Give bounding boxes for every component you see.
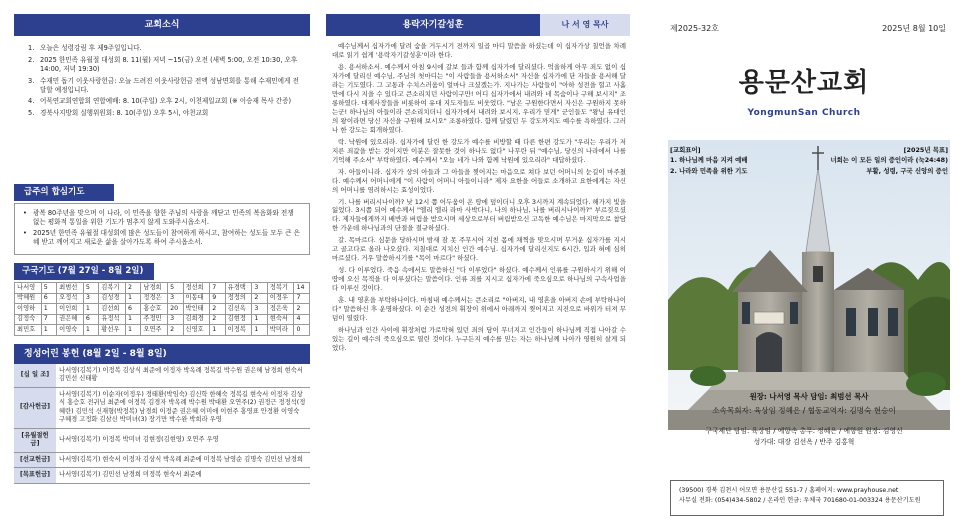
address-line: (39500) 경북 김천시 어모면 용문산길 551-7 / 홈페이지: www.prayhouse.net bbox=[679, 487, 899, 494]
district-leader-name: 김선희 bbox=[99, 304, 126, 315]
offering-row: [선교헌금] 나서영(김복기) 현숙서 이정자 김상식 박옥례 최준에 미정복 남영순 김명숙 김민선 남경희 bbox=[14, 452, 310, 468]
district-row bbox=[15, 325, 310, 336]
motto-right-title: [2025년 목표] bbox=[903, 146, 948, 154]
district-leader-name: 이정우 bbox=[267, 293, 294, 304]
district-leader-name: 박혜원 bbox=[15, 293, 42, 304]
district-count: 5 bbox=[41, 283, 56, 294]
district-count: 1 bbox=[83, 304, 98, 315]
sermon-paragraph: 하나님과 인간 사이에 휘장처럼 가로막혀 있던 죄의 담이 무너지고 인간들이 하나님께 직접 나아갈 수 있는 길이 예수의 죽으심으로 열린 것이다. 누구든지 예수를 믿는 자는 하나님께 나아가 영원히 살게 되었다. bbox=[332, 326, 626, 353]
district-count: 3 bbox=[252, 304, 267, 315]
district-leader-name: 박인태 bbox=[183, 304, 210, 315]
district-row bbox=[15, 283, 310, 294]
district-count: 14 bbox=[294, 283, 310, 294]
district-leader-name: 현숙서 bbox=[267, 314, 294, 325]
district-count: 5 bbox=[83, 283, 98, 294]
district-row bbox=[15, 304, 310, 315]
district-count: 1 bbox=[41, 325, 56, 336]
news-item: 2. 2025 한민족 유월절 대성회 8. 11(월) 저녁 ~15(금) 오전 (새벽 5:00, 오전 10:30, 오후 14:00, 저녁 19:30) bbox=[28, 55, 298, 73]
sermon-paragraph: 기. 나를 버리시나이까? 낮 12시 쯤 어두움이 온 땅에 덮이더니 오후 3시까지 계속되었다. 해가지 빛을 잃었다. 3시쯤 되어 예수께서 "엘리 엘리 라마 사박다니, 나의 하나님, 나를 버리시나이까?" 부르짖으셨다. 제자들에게까지 배반과 버림을 받으시며 세상으로부터 버림받으신 고독한 예수님은 마지막으로 참담한 가운데 하나님과의 단절을 절규하셨다. bbox=[332, 197, 626, 233]
offering-row: [십 일 조] 나서영(김복기) 이정복 김상식 최준에 이정자 박옥례 정복길 박수원 권은혜 남경희 현숙서 김민선 신태황 bbox=[14, 364, 310, 388]
district-count: 2 bbox=[294, 304, 310, 315]
news-item: 3. 수재민 돕기 이웃사랑헌금: 오늘 드려진 이웃사랑헌금 전액 성남면회를 통해 수재민에게 전달할 예정입니다. bbox=[28, 76, 299, 94]
phone-line: 사무실 전화: (054)434-5802 / 온라인 헌금: 우체국 701680-01-003324 용문산기도원 bbox=[679, 496, 921, 504]
district-leader-name: 홍승호 bbox=[141, 304, 168, 315]
district-count: 3 bbox=[83, 293, 98, 304]
sermon-paragraph: 성. 다 이루었다. 죽음 속에서도 말씀하신 "다 이루었다" 하셨다. 예수께서 인류를 구원하시기 위해 이땅에 오신 목적을 다 이루셨다는 말씀이다. 인류 죄를 지시고 십자가에 죽으심으로 하나님의 구속사업을 다 이루신 것이다. bbox=[332, 266, 626, 293]
urgent-prayer-title: 급주의 합심기도 bbox=[14, 184, 114, 201]
district-leader-name: 이정복 bbox=[225, 325, 252, 336]
district-leader-name: 박미라 bbox=[267, 325, 294, 336]
district-leader-name: 최민호 bbox=[15, 325, 42, 336]
sermon-paragraph: 갈. 목마르다. 심문을 당하시며 밤새 잠 못 주무시어 지친 몸에 채찍을 맞으시며 무거운 십자가를 지시고 골고다로 올라 나오셨다. 지칠대로 지치신 인간 예수님. 십자가에 달리신지도 6시간, 입과 혀에 심히 마르셨다. 거우 말씀하시기를 "목이 마르다" 하셨다. bbox=[332, 236, 626, 263]
district-count: 6 bbox=[41, 293, 56, 304]
district-count: 7 bbox=[210, 283, 225, 294]
urgent-prayer-box bbox=[14, 203, 310, 255]
district-leader-name: 유경택 bbox=[225, 283, 252, 294]
district-leader-name: 이동대 bbox=[183, 293, 210, 304]
district-count: 3 bbox=[168, 314, 183, 325]
district-table bbox=[14, 282, 310, 336]
district-count: 1 bbox=[252, 325, 267, 336]
church-english-name: YongmunSan Church bbox=[747, 108, 861, 118]
district-count: 1 bbox=[125, 314, 140, 325]
district-leader-name: 김선옥 bbox=[225, 304, 252, 315]
district-leader-name: 정선희 bbox=[183, 283, 210, 294]
district-leader-name: 정복기 bbox=[267, 283, 294, 294]
offering-row: [목표헌금] 나서영(김복기) 김민선 남경희 미정복 현숙서 최준에 bbox=[14, 468, 310, 484]
sermon-header bbox=[326, 14, 630, 36]
district-leader-name: 주정민 bbox=[141, 314, 168, 325]
prayer-item: • 2025년 한민족 유월절 대성회에 많은 성도들이 참여하게 하시고, 참여하는 성도들 모두 큰 은혜 받고 깨어지고 새로운 삶을 살아가도록 하여 주시옵소서. bbox=[23, 228, 300, 246]
district-count: 4 bbox=[294, 314, 310, 325]
district-leader-name: 정경은 bbox=[141, 293, 168, 304]
sermon-paragraph: 예수님께서 십자가에 달려 숨을 거두시기 전까지 일곱 마디 말씀을 하셨는데 이 십자가상 칠언을 차례대로 읽기 쉽게 '용락자기갈성훈'이라 한다. bbox=[332, 42, 626, 59]
sermon-paragraph: 용. 용서하소서. 예수께서 아침 9시에 갈보 들과 함께 십자가에 달리셨다. 억울하게 아무 죄도 없이 십자가에 달리신 예수님, 주님의 첫마디는 "이 사람들을 용서하소서" 자신을 십자가에 단 자들을 용서해 달라는 기도였다. 그 고통과 수치스러움이 얼마나 크셨겠는가. 지나가는 사람들이 "아하 성전을 헐고 사흘 만에 다시 지을 수 있다고 큰소리치던 사람이구만! 어디 십자가에서 내려와 네 목숨이나 구해 보시지" 조롱하였다. 대제사장들을 비롯하여 유대 지도자들도 비웃었다. "남은 구원한다면서 자신은 구원하지 못하는군! 하나님의 아들이라 큰소리치더니 십자가에서 내려와 보시지, 우리가 믿게" 군인들도 "왕님 유대인의 왕이라면 당신 자신을 구원해 보시오" 조롱하였다. 함께 달렸던 두 강도까지도 예수를 욕하였다. 그러나 한 강도는 회개하였다. bbox=[332, 62, 626, 134]
district-count: 20 bbox=[168, 304, 183, 315]
sermon-body bbox=[326, 36, 630, 522]
district-count: 0 bbox=[294, 325, 310, 336]
district-count: 7 bbox=[294, 293, 310, 304]
offering-title: 정성어린 봉헌 (8월 2일 - 8월 8일) bbox=[14, 344, 310, 364]
district-leader-name: 김복기 bbox=[99, 283, 126, 294]
offering-row: [유월절헌금] 나서영(김복기) 이정복 박미녀 김현정(김현영) 오연주 우영 bbox=[14, 428, 310, 452]
district-count: 2 bbox=[168, 325, 183, 336]
district-leader-name: 권은혜 bbox=[57, 314, 84, 325]
district-leader-name: 신영호 bbox=[183, 325, 210, 336]
credits-line: 소속목회자: 육상임 정혜은 / 협동교역자: 김명숙 현승이 bbox=[712, 406, 896, 415]
sermon-paragraph: 자. 아들이니라. 십자가 상의 아들과 그 아들을 찢어지는 마음으로 쳐다 보던 어머니의 눈길이 마주쳤다. 예수께서 어머니에게 "이 사람이 어머니 아들이니라" 제자 요한을 어들로 소개하고 요한에게는 자신의 어머니를 염려하시는 효성이었다. bbox=[332, 167, 626, 194]
district-row bbox=[15, 293, 310, 304]
district-count: 6 bbox=[83, 314, 98, 325]
sermon-panel bbox=[326, 14, 630, 522]
issue-number: 제2025-32호 bbox=[670, 24, 719, 33]
motto-left-line-2: 2. 나라와 민족을 위한 기도 bbox=[670, 167, 748, 175]
district-count: 2 bbox=[125, 283, 140, 294]
district-count: 1 bbox=[83, 325, 98, 336]
district-leader-name: 김성경 bbox=[99, 293, 126, 304]
church-name: 용문산교회 bbox=[738, 68, 870, 98]
news-item: 4. 어묵연교회연합회 연합예배: 8. 10(주일) 오후 2시, 이천제일교회 (※ 이승재 목사 간증) bbox=[28, 97, 292, 106]
sermon-author: 나 서 영 목사 bbox=[540, 14, 630, 36]
district-count: 1 bbox=[125, 325, 140, 336]
district-leader-name: 나서영 bbox=[15, 283, 42, 294]
district-leader-name: 이영숙 bbox=[57, 325, 84, 336]
news-list bbox=[14, 36, 310, 184]
motto-left-line-1: 1. 하나님께 마음 지켜 예배 bbox=[670, 156, 748, 164]
district-leader-name: 김희경 bbox=[183, 314, 210, 325]
district-row bbox=[15, 314, 310, 325]
motto-right-line-2: 부활, 성령, 구국 신앙의 증인 bbox=[866, 167, 948, 175]
district-leader-name: 황선우 bbox=[99, 325, 126, 336]
district-leader-name: 정정의 bbox=[225, 293, 252, 304]
offering-row: [감사헌금] 나서영(김복기) 이순자(이정우) 정태환(박임숙) 김신학 한혜숙 정복길 현숙서 이정자 김상식 홍승호 전귀님 최준에 이정복 김경자 박옥례 박수원 박대환 오연주(2) 권정근 정정석(정혜란) 김민석 신재형(박정복) 남경희 이정준 권은혜 이미애 이현주 홍영표 안정환 이영숙 구혜경 고정화 김삼신 박미녀(3) 장기만 박수완 박희라 우영 bbox=[14, 387, 310, 428]
district-leader-name: 김정숙 bbox=[15, 314, 42, 325]
news-title: 교회소식 bbox=[14, 14, 310, 36]
bullet-icon: • bbox=[23, 209, 27, 217]
staff-line-1: 구국제단 담임: 육상임 / 예향속 총무: 정혜은 / 예향원 원장: 김영신 bbox=[705, 427, 903, 435]
district-prayer-title: 구국기도 (7월 27일 - 8월 2일) bbox=[14, 263, 154, 280]
sermon-paragraph: 훈. 내 영혼을 부탁하나이다. 마침내 예수께서는 큰소리로 "아버지, 내 영혼을 아버지 손에 부탁하나이다" 말씀하신 후 운명하셨다. 이 순간 성전의 휘장이 위에서 아래까지 찢어지고 지진으로 바위가 터져 무덤이 열렸다. bbox=[332, 296, 626, 323]
district-count: 9 bbox=[210, 293, 225, 304]
staff-block bbox=[648, 426, 960, 448]
motto-right-line-1: 너희는 이 모든 일의 증인이라 (눅24:48) bbox=[830, 156, 948, 164]
prayer-item: • 광복 80주년을 맞으며 이 나라, 이 민족을 향한 주님의 사랑을 깨닫고 민족의 복음화와 전쟁 없는 평화적 통일을 위한 기도가 멈추지 않게 도와주시옵소서. bbox=[23, 209, 294, 226]
cover-panel bbox=[648, 0, 960, 528]
district-count: 6 bbox=[125, 304, 140, 315]
district-count: 1 bbox=[252, 314, 267, 325]
left-panel bbox=[14, 14, 310, 484]
offering-table bbox=[14, 364, 310, 484]
contact-footer bbox=[670, 480, 944, 516]
pastor-line: 원장: 나서영 목사 담임: 최범선 목사 bbox=[749, 392, 869, 401]
district-count: 1 bbox=[125, 293, 140, 304]
district-count: 3 bbox=[252, 283, 267, 294]
district-count: 2 bbox=[210, 304, 225, 315]
district-count: 1 bbox=[41, 304, 56, 315]
district-leader-name: 이영하 bbox=[15, 304, 42, 315]
district-leader-name: 남경희 bbox=[141, 283, 168, 294]
news-item: 1. 오늘은 성령강림 후 제9주일입니다. bbox=[28, 44, 142, 52]
sermon-paragraph: 락. 낙원에 있으리라. 십자가에 달린 한 강도가 예수를 비방할 때 다른 한편 강도가 "우리는 우리가 저지른 죄값을 받는 것이지만 이분은 잘못한 것이 하나도 없다" 나무란 뒤 "예수님, 당신의 나라에서 나를 기억해 주소서" 부탁하였다. 예수께서 "오늘 네가 나와 함께 낙원에 있으리라" 대답하셨다. bbox=[332, 137, 626, 164]
district-count: 5 bbox=[168, 283, 183, 294]
district-leader-name: 김현정 bbox=[225, 314, 252, 325]
district-count: 1 bbox=[210, 325, 225, 336]
church-building-icon bbox=[668, 140, 950, 430]
district-leader-name: 오연주 bbox=[141, 325, 168, 336]
staff-line-2: 성가대: 대장 김선옥 / 반주 김홍혁 bbox=[753, 437, 855, 446]
district-leader-name: 정은욱 bbox=[267, 304, 294, 315]
district-leader-name: 최범선 bbox=[57, 283, 84, 294]
bullet-icon: • bbox=[23, 228, 27, 237]
district-count: 3 bbox=[168, 293, 183, 304]
district-leader-name: 오정석 bbox=[57, 293, 84, 304]
district-count: 7 bbox=[41, 314, 56, 325]
news-item: 5. 경북사지방회 실행위원회: 8. 10(주일) 오후 5시, 야천교회 bbox=[28, 109, 209, 118]
motto-left-title: [교회표어] bbox=[670, 146, 701, 154]
district-leader-name: 이인희 bbox=[57, 304, 84, 315]
church-photo bbox=[668, 140, 950, 430]
district-count: 2 bbox=[210, 314, 225, 325]
sermon-title: 용락자기갈성훈 bbox=[326, 14, 540, 36]
issue-date: 2025년 8월 10일 bbox=[882, 24, 946, 33]
district-leader-name: 유정석 bbox=[99, 314, 126, 325]
district-count: 2 bbox=[252, 293, 267, 304]
